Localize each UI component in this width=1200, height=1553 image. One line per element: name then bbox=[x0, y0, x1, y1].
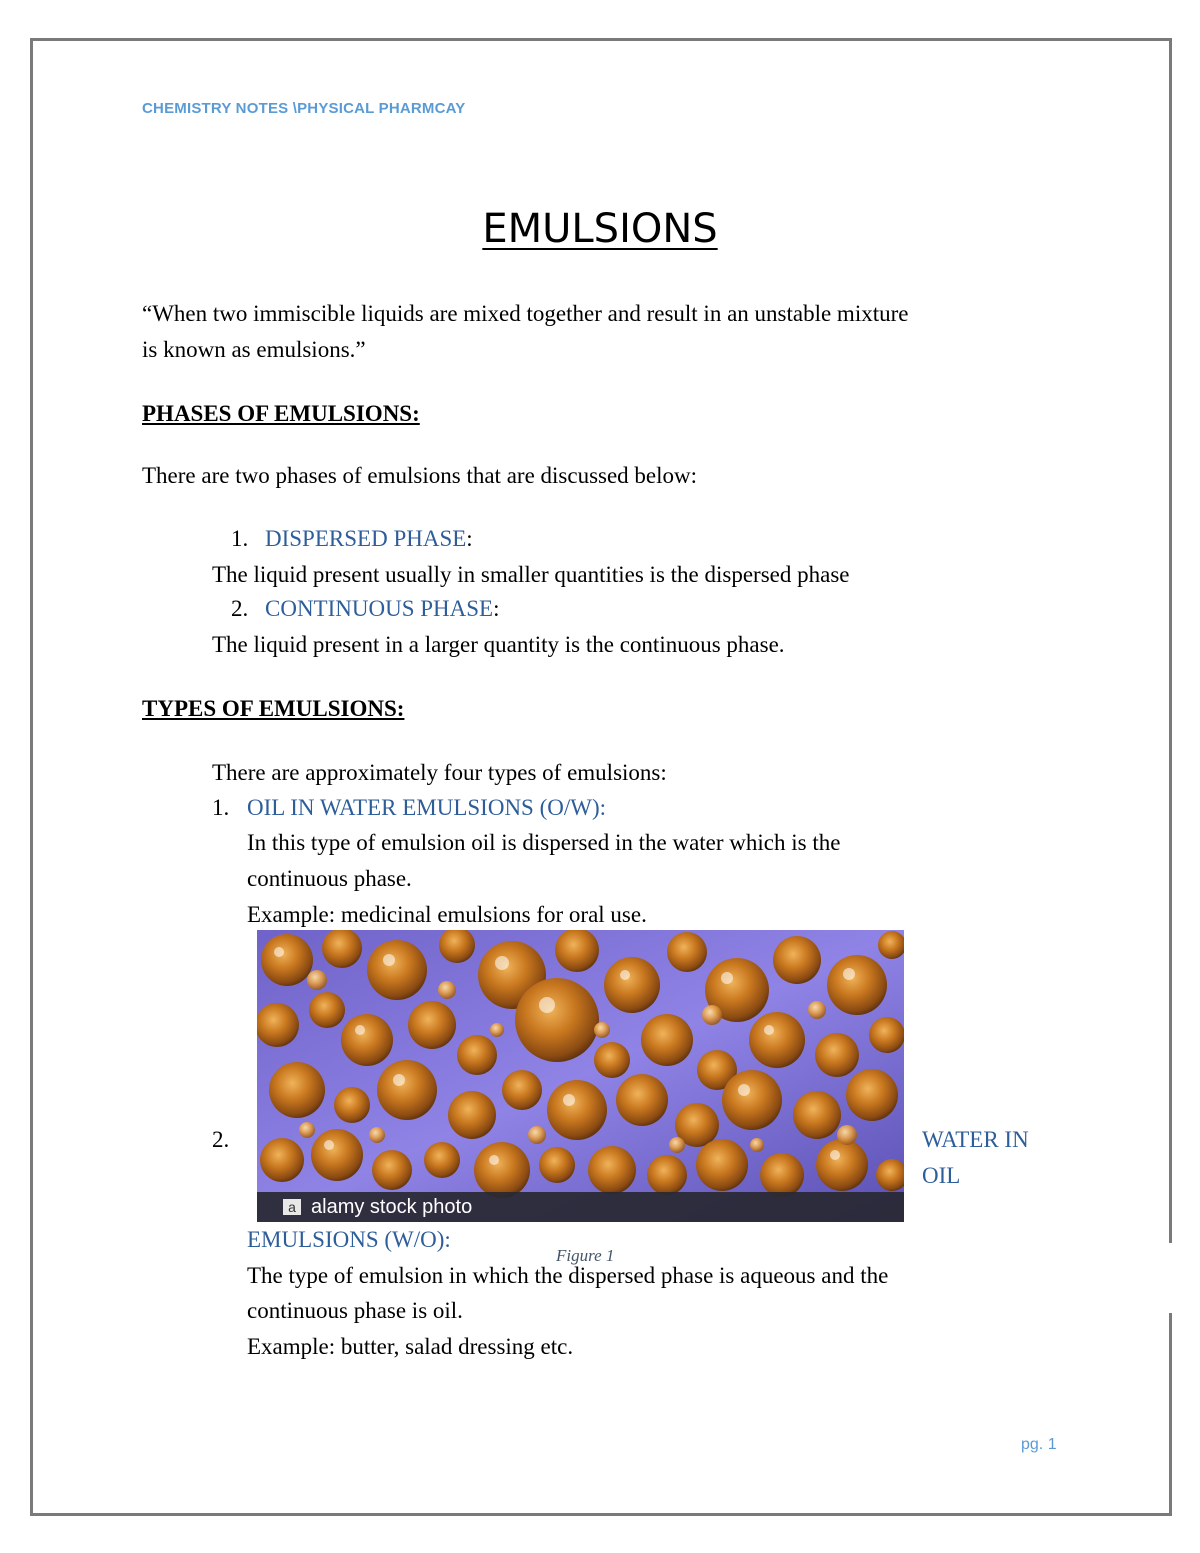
type-1-number: 1. bbox=[212, 795, 230, 820]
type-2-description-line-1: The type of emulsion in which the dispersed phase is aqueous and the bbox=[247, 1263, 889, 1288]
watermark-text: alamy stock photo bbox=[311, 1196, 473, 1218]
figure-caption: Figure 1 bbox=[556, 1246, 615, 1265]
type-1-name: OIL IN WATER EMULSIONS (O/W): bbox=[247, 795, 607, 820]
document-header: CHEMISTRY NOTES \PHYSICAL PHARMCAY bbox=[142, 100, 466, 117]
type-1-description-line-2: continuous phase. bbox=[247, 866, 412, 891]
phase-1-colon: : bbox=[466, 526, 473, 551]
document-title bbox=[0, 206, 1200, 252]
type-2-description-line-2: continuous phase is oil. bbox=[247, 1298, 463, 1323]
phases-heading: PHASES OF EMULSIONS: bbox=[142, 401, 420, 426]
type-2-number: 2. bbox=[212, 1127, 230, 1152]
phase-2-number: 2. bbox=[231, 596, 249, 621]
page-border-gap bbox=[1164, 1243, 1172, 1313]
type-2-name-part-1: WATER IN bbox=[922, 1127, 1029, 1152]
watermark-bar bbox=[257, 1192, 904, 1222]
phase-1-description: The liquid present usually in smaller quantities is the dispersed phase bbox=[212, 562, 850, 587]
type-2-example: Example: butter, salad dressing etc. bbox=[247, 1334, 574, 1359]
phase-1-number: 1. bbox=[231, 526, 249, 551]
phase-2-description: The liquid present in a larger quantity is the continuous phase. bbox=[212, 632, 785, 657]
phase-1-title bbox=[265, 527, 473, 550]
types-intro: There are approximately four types of emulsions: bbox=[212, 760, 667, 785]
definition-line-2: is known as emulsions.” bbox=[142, 337, 366, 362]
title-text: EMULSIONS bbox=[482, 206, 718, 252]
phase-2-colon: : bbox=[493, 596, 500, 621]
type-1-example: Example: medicinal emulsions for oral use. bbox=[247, 902, 647, 927]
alamy-logo: a bbox=[283, 1199, 301, 1215]
phase-2-title bbox=[265, 597, 500, 620]
phase-2-name: CONTINUOUS PHASE bbox=[265, 596, 494, 621]
oil-droplets-image bbox=[257, 930, 904, 1222]
emulsion-photo bbox=[257, 930, 904, 1222]
type-2-name-part-3: EMULSIONS (W/O): bbox=[247, 1227, 451, 1252]
definition-line-1: “When two immiscible liquids are mixed together and result in an unstable mixture bbox=[142, 301, 909, 326]
type-1-description-line-1: In this type of emulsion oil is dispersed in the water which is the bbox=[247, 830, 841, 855]
page-number: pg. 1 bbox=[1021, 1436, 1057, 1453]
phase-1-name: DISPERSED PHASE bbox=[265, 526, 467, 551]
phases-intro: There are two phases of emulsions that are discussed below: bbox=[142, 463, 698, 488]
type-2-name-part-2: OIL bbox=[922, 1163, 961, 1188]
types-heading: TYPES OF EMULSIONS: bbox=[142, 696, 405, 721]
